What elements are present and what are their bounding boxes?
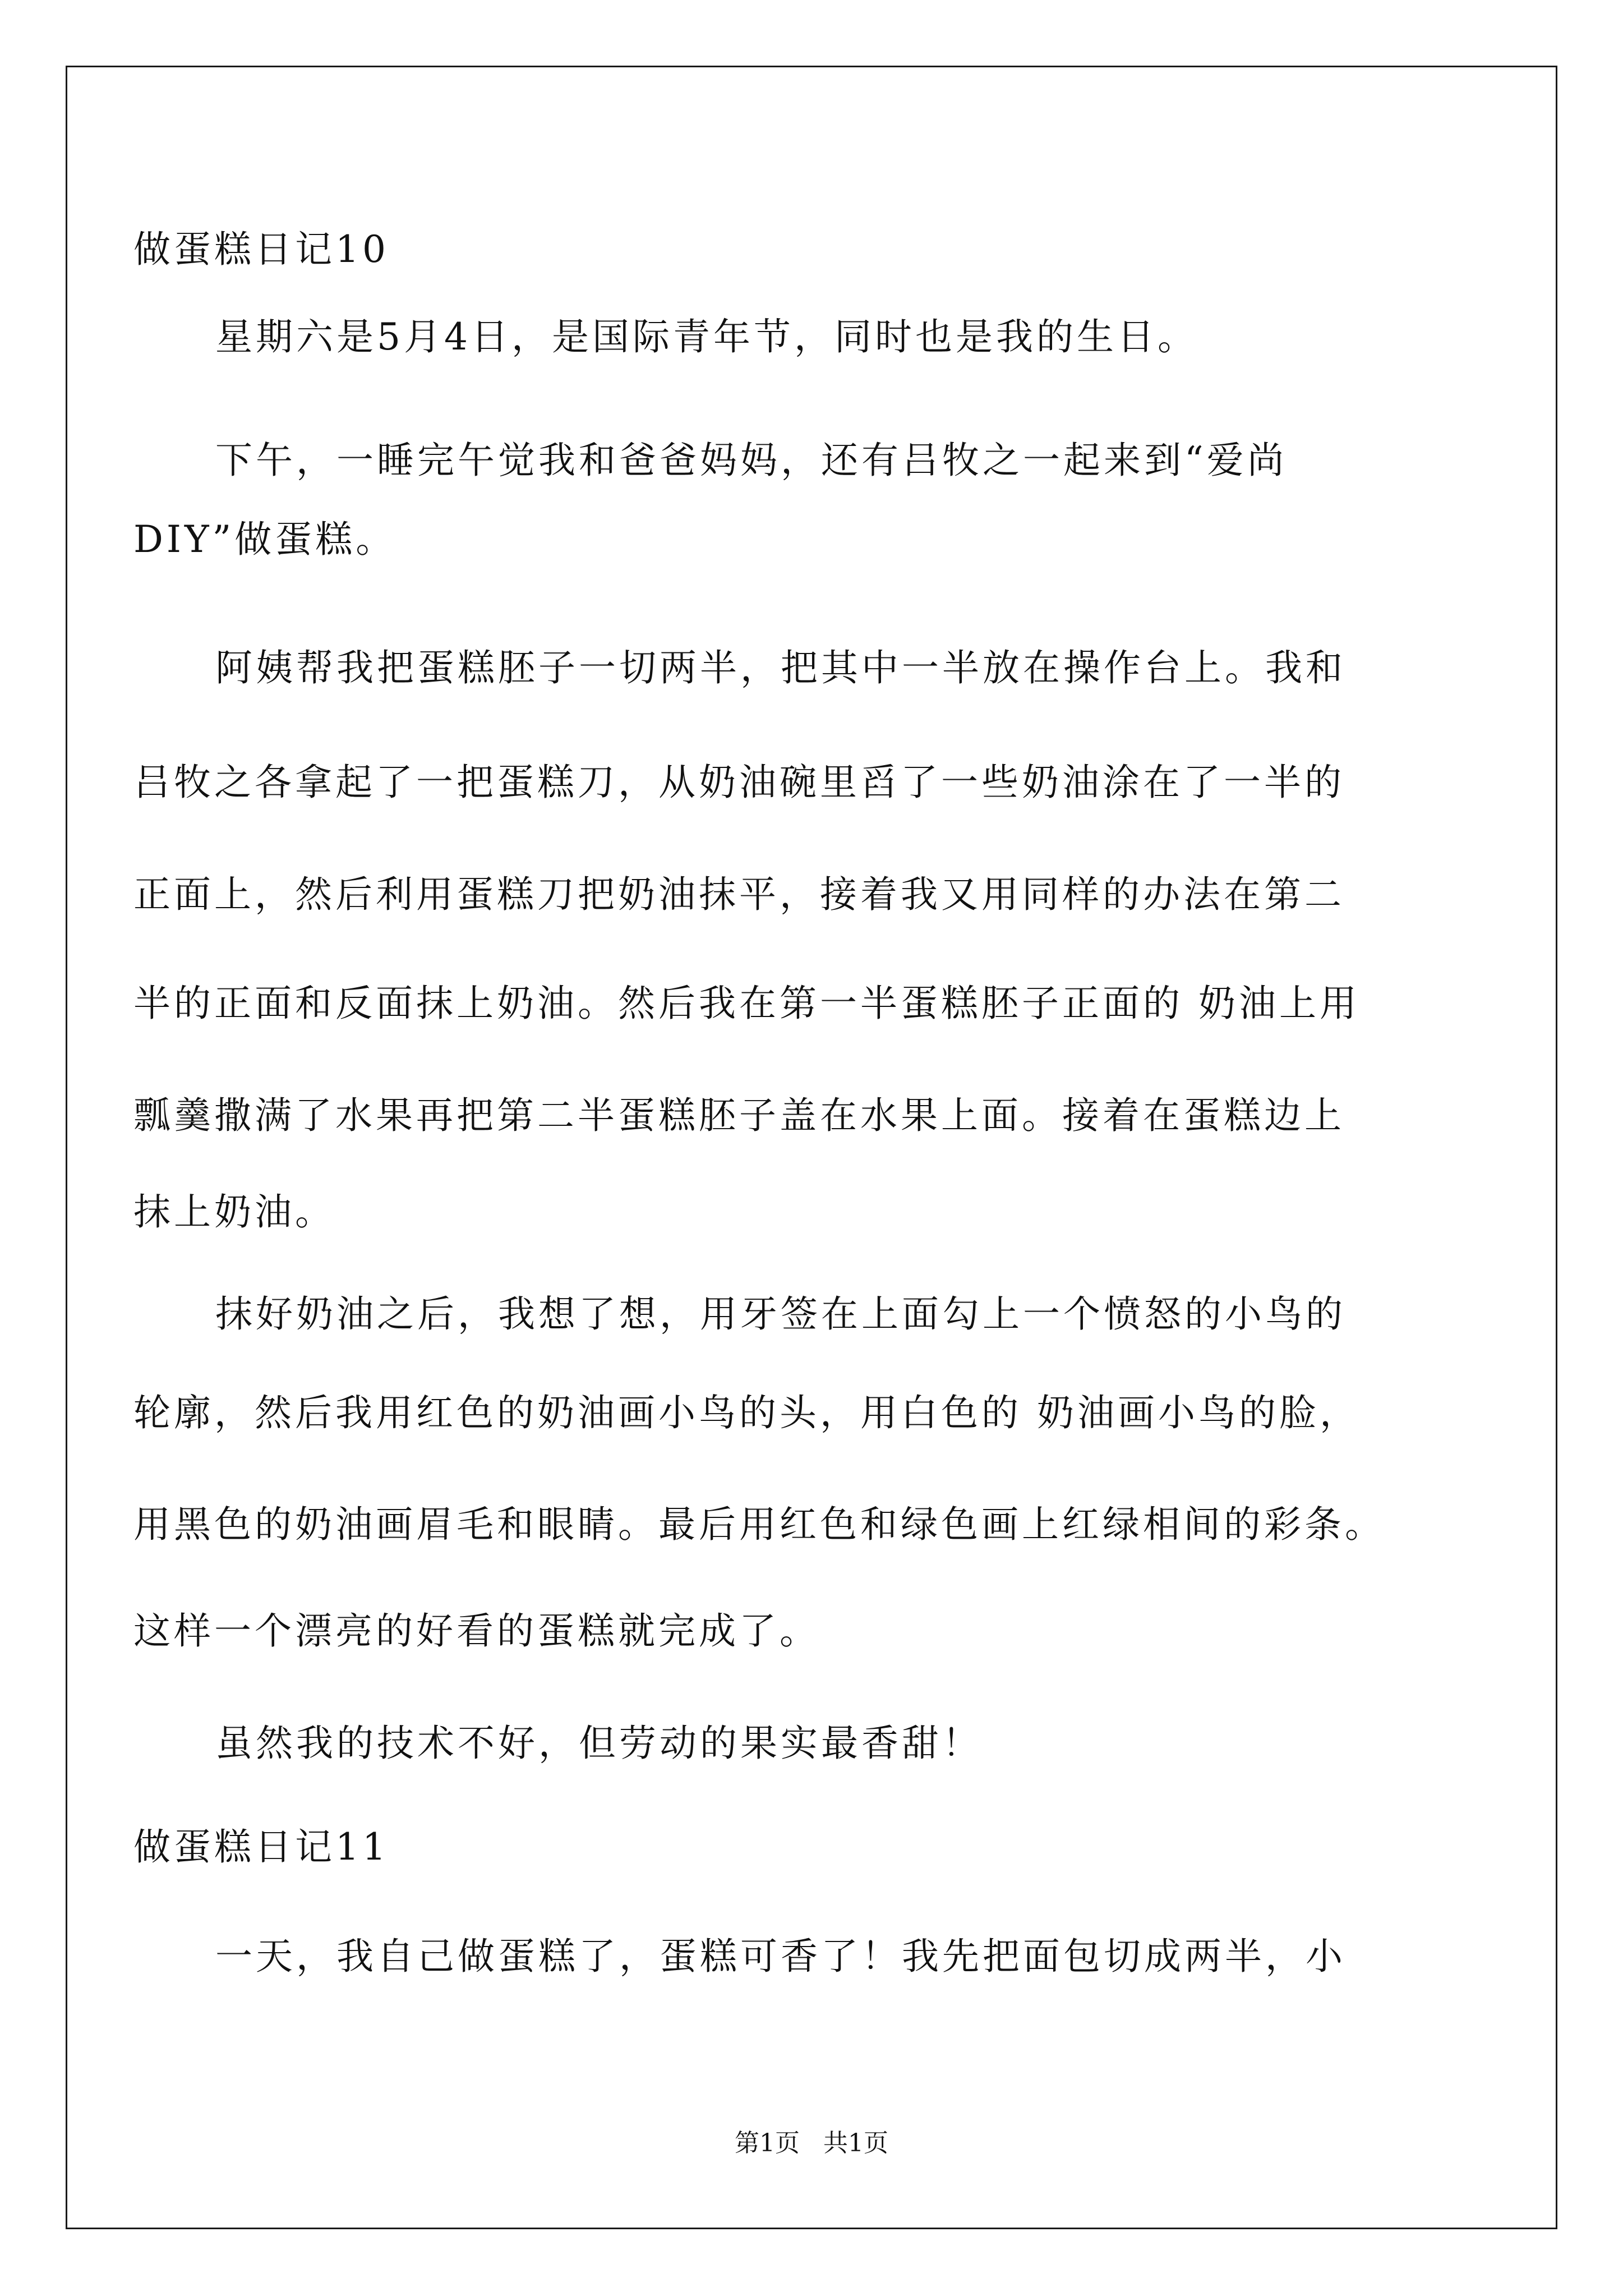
paragraph-line: 瓢羹撒满了水果再把第二半蛋糕胚子盖在水果上面。接着在蛋糕边上: [133, 1094, 1345, 1137]
paragraph-line: DIY”做蛋糕。: [133, 518, 396, 561]
section-heading: 做蛋糕日记11: [133, 1825, 389, 1869]
paragraph-line: 星期六是5月4日，是国际青年节，同时也是我的生日。: [215, 315, 1198, 358]
paragraph-line: 正面上，然后利用蛋糕刀把奶油抹平，接着我又用同样的办法在第二: [133, 873, 1345, 916]
page-border: [66, 66, 1557, 2229]
paragraph-line: 虽然我的技术不好，但劳动的果实最香甜！: [215, 1722, 983, 1765]
paragraph-line: 半的正面和反面抹上奶油。然后我在第一半蛋糕胚子正面的 奶油上用: [133, 982, 1360, 1025]
paragraph-line: 用黑色的奶油画眉毛和眼睛。最后用红色和绿色画上红绿相间的彩条。: [133, 1503, 1385, 1546]
paragraph-line: 抹好奶油之后，我想了想，用牙签在上面勾上一个愤怒的小鸟的: [215, 1292, 1346, 1336]
paragraph-line: 这样一个漂亮的好看的蛋糕就完成了。: [133, 1609, 820, 1653]
paragraph-line: 阿姨帮我把蛋糕胚子一切两半，把其中一半放在操作台上。我和: [215, 646, 1346, 689]
paragraph-line: 轮廓，然后我用红色的奶油画小鸟的头，用白色的 奶油画小鸟的脸，: [133, 1391, 1360, 1434]
paragraph-line: 一天，我自己做蛋糕了，蛋糕可香了！我先把面包切成两半，小: [215, 1935, 1346, 1978]
paragraph-line: 吕牧之各拿起了一把蛋糕刀，从奶油碗里舀了一些奶油涂在了一半的: [133, 761, 1345, 804]
section-heading: 做蛋糕日记10: [133, 228, 389, 271]
paragraph-line: 下午，一睡完午觉我和爸爸妈妈，还有吕牧之一起来到“爱尚: [215, 439, 1288, 482]
paragraph-line: 抹上奶油。: [133, 1190, 335, 1234]
page-number-footer: 第1页 共1页: [735, 2129, 888, 2157]
